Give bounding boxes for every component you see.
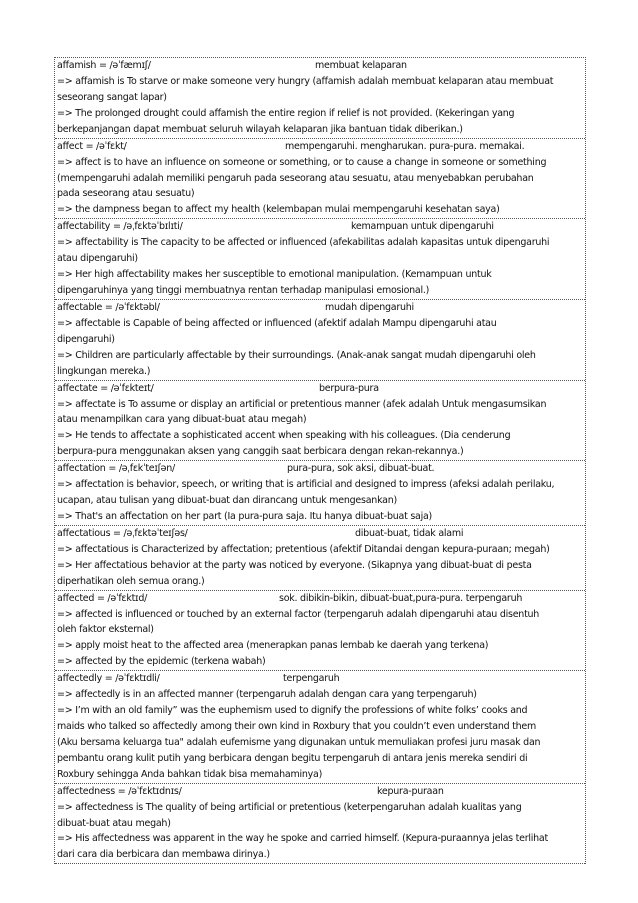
entry-term: affectedness = /əˈfɛktɪdnɪs/ [57, 785, 182, 797]
entry-text-line: dibuat-buat atau megah) [57, 817, 171, 829]
entry-term: affamish = /əˈfæmɪʃ/ [57, 60, 151, 71]
dictionary-entry [55, 526, 585, 591]
entry-text-line: => affected is influenced or touched by an external factor (terpengaruh adalah dipengaruhi atau disentuh [57, 608, 540, 620]
dictionary-entry [55, 219, 585, 300]
entry-text-line: => affectate is To assume or display an artificial or pretentious manner (afek adalah Untuk mengasumsikan [57, 398, 547, 410]
dictionary-sheet [54, 57, 586, 864]
entry-text-line: dari cara dia berbicara dan membawa dirinya.) [57, 849, 270, 861]
entry-text-line: Roxbury sehingga Anda bahkan tidak bisa memahaminya) [57, 768, 323, 780]
entry-text-line: => affectation is behavior, speech, or writing that is artificial and designed to impress (afeksi adalah perilaku, [57, 479, 555, 491]
entry-text-line: maids who talked so affectedly among their own kind in Roxbury that you couldn’t even understand them [57, 721, 537, 732]
entry-text-line: => affectatious is Characterized by affectation; pretentious (afektif Ditandai dengan kepura-puraan; megah) [57, 543, 550, 555]
entry-text-line: => His affectedness was apparent in the way he spoke and carried himself. (Kepura-puraannya jelas terlihat [57, 833, 548, 845]
entry-header [57, 381, 583, 397]
entry-text-line: berkepanjangan dapat membuat seluruh wilayah kelaparan jika bantuan tidak diberikan.) [57, 123, 463, 135]
entry-meaning: membuat kelaparan [315, 60, 407, 71]
entry-text-line: dipengaruhi) [57, 333, 115, 345]
entry-header [57, 58, 583, 74]
entry-meaning: kemampuan untuk dipengaruhi [351, 221, 494, 233]
entry-header [57, 461, 583, 477]
entry-text-line: => I’m with an old family” was the euphemism used to dignify the professions of white folks’ cooks and [57, 705, 528, 717]
entry-text-line: (Aku bersama keluarga tua" adalah eufemisme yang digunakan untuk memuliakan profesi juru masak dan [57, 736, 541, 748]
entry-text-line: => He tends to affectate a sophisticated accent when speaking with his colleagues. (Dia cenderung [57, 430, 511, 442]
entry-term: affectate = /əˈfɛkteɪt/ [57, 382, 154, 394]
dictionary-entry [55, 139, 585, 220]
entry-header [57, 784, 583, 800]
entry-term: affectedly = /əˈfɛktɪdli/ [57, 673, 160, 685]
entry-text-line: atau dipengaruhi) [57, 253, 138, 265]
entry-header [57, 526, 583, 542]
entry-term: affected = /əˈfɛktɪd/ [57, 592, 148, 604]
entry-meaning: kepura-puraan [377, 785, 444, 797]
entry-term: affectation = /əˌfɛkˈteɪʃən/ [57, 463, 175, 475]
entry-text-line: (mempengaruhi adalah memiliki pengaruh pada seseorang atau sesuatu, atau menyebabkan perubahan [57, 172, 534, 184]
entry-text-line: => Her high affectability makes her susceptible to emotional manipulation. (Kemampuan untuk [57, 269, 492, 281]
entry-text-line: ucapan, atau tulisan yang dibuat-buat dan dirancang untuk mengesankan) [57, 495, 397, 507]
entry-meaning: mudah dipengaruhi [325, 301, 414, 313]
entry-text-line: berpura-pura menggunakan aksen yang canggih saat berbicara dengan rekan-rekannya.) [57, 446, 464, 458]
entry-text-line: pembantu orang kulit putih yang berbicara dengan begitu terpengaruh di antara jenis mereka sendiri di [57, 752, 528, 764]
entry-text-line: => apply moist heat to the affected area (menerapkan panas lembab ke daerah yang terkena) [57, 640, 489, 652]
entry-text-line: => affect is to have an influence on someone or something, or to cause a change in someone or something [57, 156, 547, 168]
entry-text-line: => Her affectatious behavior at the party was noticed by everyone. (Sikapnya yang dibuat-buat di pesta [57, 559, 532, 571]
dictionary-entry [55, 461, 585, 526]
entry-header [57, 671, 583, 687]
dictionary-entry [55, 671, 585, 783]
entry-text-line: pada seseorang atau sesuatu) [57, 188, 195, 200]
entry-text-line: => Children are particularly affectable by their surroundings. (Anak-anak sangat mudah dipengaruhi oleh [57, 349, 536, 361]
entry-text-line: seseorang sangat lapar) [57, 91, 167, 103]
entry-text-line: => affectedness is The quality of being artificial or pretentious (keterpengaruhan adalah kualitas yang [57, 801, 522, 813]
entry-text-line: => affectability is The capacity to be affected or influenced (afekabilitas adalah kapasitas untuk dipengaruhi [57, 237, 550, 249]
entry-term: affectability = /əˌfɛktəˈbɪlɪti/ [57, 221, 183, 233]
entry-text-line: => affectable is Capable of being affected or influenced (afektif adalah Mampu dipengaruhi atau [57, 317, 497, 329]
entry-text-line: atau menampilkan cara yang dibuat-buat atau megah) [57, 414, 307, 426]
entry-meaning: berpura-pura [319, 382, 379, 394]
dictionary-entry [55, 784, 585, 865]
entry-meaning: dibuat-buat, tidak alami [355, 527, 464, 539]
entry-header [57, 591, 583, 607]
entry-text-line: => That's an affectation on her part (Ia pura-pura saja. Itu hanya dibuat-buat saja) [57, 510, 433, 522]
entry-text-line: dipengaruhinya yang tinggi membuatnya rentan terhadap manipulasi emosional.) [57, 284, 430, 296]
entry-header [57, 139, 583, 155]
entry-header [57, 300, 583, 316]
dictionary-entry [55, 300, 585, 381]
entry-meaning: sok. dibikin-bikin, dibuat-buat,pura-pura. terpengaruh [279, 592, 523, 604]
entry-term: affectatious = /əˌfɛktəˈteɪʃəs/ [57, 527, 188, 539]
entry-text-line: => the dampness began to affect my health (kelembapan mulai mempengaruhi kesehatan saya) [57, 204, 500, 216]
entry-text-line: => affected by the epidemic (terkena wabah) [57, 656, 266, 668]
entry-text-line: => affectedly is in an affected manner (terpengaruh adalah dengan cara yang terpengaruh) [57, 689, 477, 701]
dictionary-entry [55, 591, 585, 672]
entry-meaning: mempengaruhi. mengharukan. pura-pura. memakai. [285, 140, 525, 152]
entry-text-line: => affamish is To starve or make someone very hungry (affamish adalah membuat kelaparan atau membuat [57, 76, 554, 87]
entry-text-line: oleh faktor eksternal) [57, 624, 154, 636]
entry-text-line: => The prolonged drought could affamish the entire region if relief is not provided. (Kekeringan yang [57, 107, 515, 119]
dictionary-entry [55, 381, 585, 462]
dictionary-entry [55, 58, 585, 139]
entry-text-line: lingkungan mereka.) [57, 365, 151, 377]
entry-term: affectable = /əˈfɛktəbl/ [57, 301, 160, 313]
entry-meaning: pura-pura, sok aksi, dibuat-buat. [287, 463, 435, 475]
entry-term: affect = /əˈfɛkt/ [57, 140, 127, 152]
entry-header [57, 219, 583, 235]
entry-text-line: diperhatikan oleh semua orang.) [57, 575, 205, 587]
entry-meaning: terpengaruh [283, 673, 340, 685]
